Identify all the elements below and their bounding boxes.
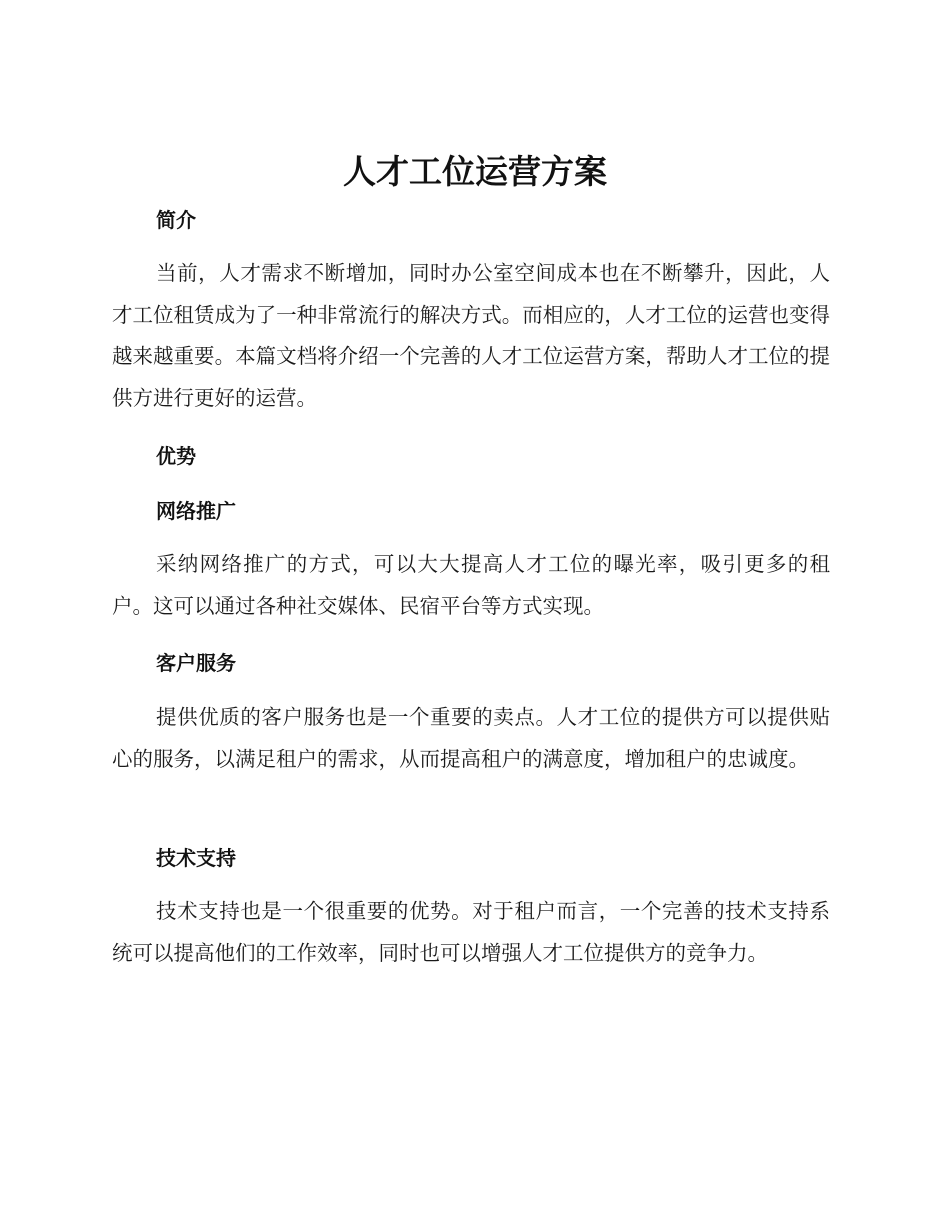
section-heading-advantages: 优势 — [156, 444, 196, 468]
section-heading-online-promotion: 网络推广 — [156, 499, 236, 523]
section-heading-intro: 简介 — [156, 208, 196, 232]
section-heading-tech-support: 技术支持 — [156, 846, 236, 870]
section-paragraph-customer-service: 提供优质的客户服务也是一个重要的卖点。人才工位的提供方可以提供贴心的服务，以满足租户的需求，从而提高租户的满意度，增加租户的忠诚度。 — [112, 705, 830, 771]
section-heading-customer-service: 客户服务 — [156, 651, 236, 675]
section-paragraph-online-promotion: 采纳网络推广的方式，可以大大提高人才工位的曝光率，吸引更多的租户。这可以通过各种社交媒体、民宿平台等方式实现。 — [112, 552, 830, 618]
document-title: 人才工位运营方案 — [343, 152, 607, 191]
section-paragraph-intro: 当前，人才需求不断增加，同时办公室空间成本也在不断攀升，因此，人才工位租赁成为了一种非常流行的解决方式。而相应的，人才工位的运营也变得越来越重要。本篇文档将介绍一个完善的人才工位运营方案，帮助人才工位的提供方进行更好的运营。 — [112, 261, 830, 410]
section-paragraph-tech-support: 技术支持也是一个很重要的优势。对于租户而言，一个完善的技术支持系统可以提高他们的工作效率，同时也可以增强人才工位提供方的竞争力。 — [112, 899, 830, 965]
